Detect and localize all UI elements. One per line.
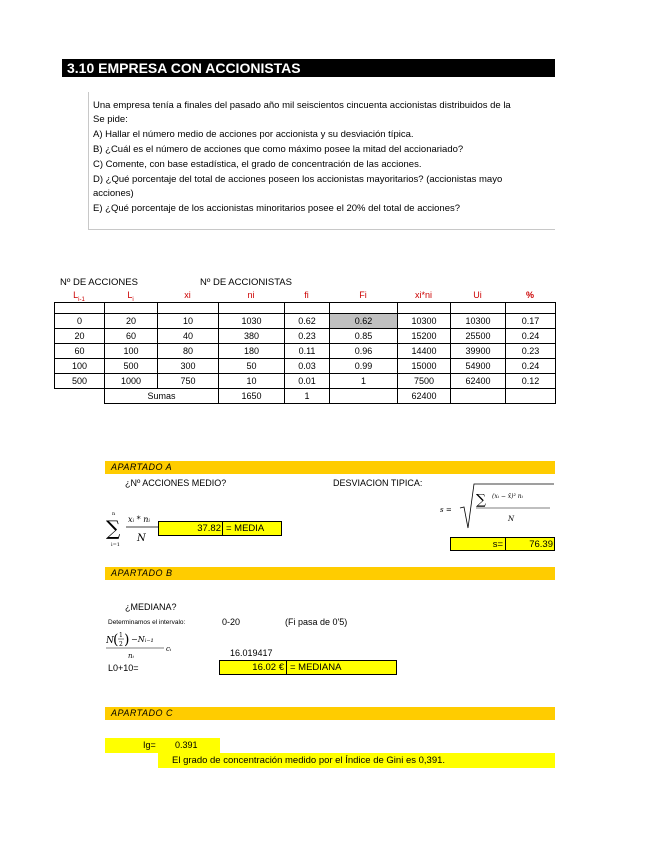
table-cell: 80 [158, 344, 219, 359]
mediana-divider [286, 661, 287, 674]
sums-label: Sumas [105, 389, 219, 404]
table-cell: 50 [219, 359, 285, 374]
table-cell [330, 303, 398, 314]
apartado-b-bar [105, 567, 555, 580]
apartado-c-heading: APARTADO C [111, 708, 174, 718]
table-cell: 0.23 [285, 329, 330, 344]
s-divider [505, 538, 506, 550]
table-cell: 0.62 [285, 314, 330, 329]
media-value: 37.82 [197, 523, 221, 534]
table-cell: 180 [219, 344, 285, 359]
svg-text:∑: ∑ [106, 516, 121, 540]
svg-text:s =: s = [440, 506, 452, 514]
s-box [450, 537, 555, 551]
table-cell: 60 [55, 344, 105, 359]
s-label: s= [492, 539, 503, 550]
problem-line: B) ¿Cuál es el número de acciones que como máximo posee la mitad del accionariado? [93, 144, 464, 155]
table-cell: 25500 [451, 329, 506, 344]
table-row [55, 344, 556, 359]
frequency-table [54, 302, 556, 404]
table-cell: 0.17 [506, 314, 556, 329]
media-question: ¿Nº ACCIONES MEDIO? [125, 478, 227, 488]
label-accionistas: Nº DE ACCIONISTAS [200, 277, 292, 288]
col-header-li-1: $L_{i-1}$ [73, 290, 85, 303]
sum-ni: 1650 [219, 389, 285, 404]
table-cell: 20 [55, 329, 105, 344]
col-header-fi-cum: Fi [359, 290, 367, 300]
mediana-question: ¿MEDIANA? [125, 602, 177, 612]
col-header-percent: % [525, 290, 534, 300]
table-cell: 54900 [451, 359, 506, 374]
apartado-a-heading: APARTADO A [111, 462, 173, 472]
median-formula-icon [106, 627, 178, 661]
apartado-b-heading: APARTADO B [111, 568, 173, 578]
gini-conclusion: El grado de concentración medido por el Índice de Gini es 0,391. [172, 755, 446, 766]
table-cell: 100 [55, 359, 105, 374]
table-cell: 0.11 [285, 344, 330, 359]
table-cell: 0.99 [330, 359, 398, 374]
svg-text:(xᵢ − x̄)² nᵢ: (xᵢ − x̄)² nᵢ [492, 493, 523, 500]
svg-text:(: ( [113, 632, 119, 648]
table-cell: 40 [158, 329, 219, 344]
mean-formula-icon [104, 507, 160, 549]
table-cell [285, 303, 330, 314]
sum-xini: 62400 [398, 389, 451, 404]
col-header-li: $L_i$ [127, 290, 134, 303]
table-cell: 62400 [451, 374, 506, 389]
col-header-sub: i [132, 296, 134, 303]
s-value: 76.39 [529, 539, 553, 550]
table-cell [330, 389, 398, 404]
table-cell: 100 [105, 344, 158, 359]
table-cell: 500 [55, 374, 105, 389]
table-cell [451, 303, 506, 314]
svg-text:): ) [124, 632, 130, 648]
ig-value: 0.391 [175, 740, 198, 750]
media-box [158, 521, 282, 536]
problem-line: Se pide: [93, 114, 128, 125]
l0-label: L0+10= [108, 663, 139, 673]
table-cell: 60 [105, 329, 158, 344]
table-cell: 0.23 [506, 344, 556, 359]
mediana-value: 16.02 € [252, 662, 284, 673]
table-row [55, 314, 556, 329]
table-cell [398, 303, 451, 314]
problem-line: Una empresa tenía a finales del pasado año mil seiscientos cincuenta accionistas distribuidos de la [93, 100, 511, 111]
apartado-c-bar [105, 707, 555, 720]
table-cell: 10 [158, 314, 219, 329]
svg-text:nᵢ: nᵢ [128, 652, 134, 660]
table-row [55, 303, 556, 314]
col-header-sub: i-1 [78, 296, 85, 303]
svg-text:xᵢ * nᵢ: xᵢ * nᵢ [128, 515, 150, 524]
table-row [55, 374, 556, 389]
table-cell: 7500 [398, 374, 451, 389]
media-label: = MEDIA [226, 523, 265, 534]
table-cell: 14400 [398, 344, 451, 359]
table-cell [158, 303, 219, 314]
table-cell: 1030 [219, 314, 285, 329]
table-cell: 1 [330, 374, 398, 389]
mediana-label: = MEDIANA [290, 662, 342, 673]
table-cell: 0.01 [285, 374, 330, 389]
stddev-formula-icon [440, 480, 555, 532]
table-cell: 750 [158, 374, 219, 389]
table-cell: 1000 [105, 374, 158, 389]
sum-fi: 1 [285, 389, 330, 404]
table-cell [506, 303, 556, 314]
table-cell [55, 303, 105, 314]
svg-text:2: 2 [119, 641, 123, 648]
svg-text:N: N [106, 636, 114, 646]
svg-text:cᵢ: cᵢ [166, 645, 172, 653]
table-cell: 15000 [398, 359, 451, 374]
table-cell: 0.03 [285, 359, 330, 374]
interval-note: (Fi pasa de 0'5) [285, 617, 348, 627]
problem-line: A) Hallar el número medio de acciones por accionista y su desviación típica. [93, 129, 414, 140]
table-cell: 380 [219, 329, 285, 344]
media-divider [222, 522, 223, 535]
table-cell: 0.96 [330, 344, 398, 359]
svg-text:∑: ∑ [476, 492, 486, 508]
table-cell-selected: 0.62 [330, 314, 398, 329]
table-cell [55, 389, 105, 404]
col-header-ui: Ui [473, 290, 482, 300]
svg-text:1: 1 [119, 632, 123, 639]
ig-label: Ig= [143, 740, 156, 750]
svg-text:N: N [508, 515, 515, 523]
problem-statement [88, 92, 555, 230]
table-row [55, 329, 556, 344]
ig-box [105, 738, 220, 753]
table-cell: 10300 [398, 314, 451, 329]
problem-line: D) ¿Qué porcentaje del total de acciones poseen los accionistas mayoritarios? (accionistas mayo [93, 174, 503, 185]
table-cell [451, 389, 506, 404]
table-cell [506, 389, 556, 404]
table-cell: 0.85 [330, 329, 398, 344]
apartado-a-bar [105, 461, 555, 474]
table-cell [105, 303, 158, 314]
label-acciones: Nº DE ACCIONES [60, 277, 138, 288]
table-cell: 0.24 [506, 359, 556, 374]
problem-line: E) ¿Qué porcentaje de los accionistas minoritarios posee el 20% del total de acciones? [93, 203, 461, 214]
table-cell: 39900 [451, 344, 506, 359]
interval-value: 0-20 [222, 617, 241, 627]
mediana-raw-value: 16.019417 [230, 648, 273, 658]
conclusion-box [158, 753, 555, 768]
col-header-fi: fi [304, 290, 309, 300]
table-cell: 0.12 [506, 374, 556, 389]
mediana-box [219, 660, 397, 675]
col-header-xi: xi [184, 290, 191, 300]
table-cell [219, 303, 285, 314]
svg-text:n: n [112, 511, 116, 517]
svg-text:N: N [137, 533, 146, 544]
problem-line: acciones) [93, 188, 134, 199]
col-header-ni: ni [247, 290, 255, 300]
table-cell: 0.24 [506, 329, 556, 344]
table-cell: 500 [105, 359, 158, 374]
table-cell: 10 [219, 374, 285, 389]
table-row [55, 359, 556, 374]
table-cell: 15200 [398, 329, 451, 344]
svg-text:−Nᵢ₋₁: −Nᵢ₋₁ [131, 635, 154, 644]
table-cell: 0 [55, 314, 105, 329]
desviacion-label: DESVIACION TIPICA: [333, 478, 423, 488]
table-cell: 10300 [451, 314, 506, 329]
table-cell: 300 [158, 359, 219, 374]
sums-row [55, 389, 556, 404]
svg-text:i=1: i=1 [111, 542, 120, 548]
page-title: 3.10 EMPRESA CON ACCIONISTAS [62, 59, 555, 77]
determinamos-label: Determinamos el intervalo: [108, 619, 186, 626]
col-header-xini: xi*ni [414, 290, 432, 300]
problem-line: C) Comente, con base estadística, el grado de concentración de las acciones. [93, 159, 422, 170]
table-cell: 20 [105, 314, 158, 329]
